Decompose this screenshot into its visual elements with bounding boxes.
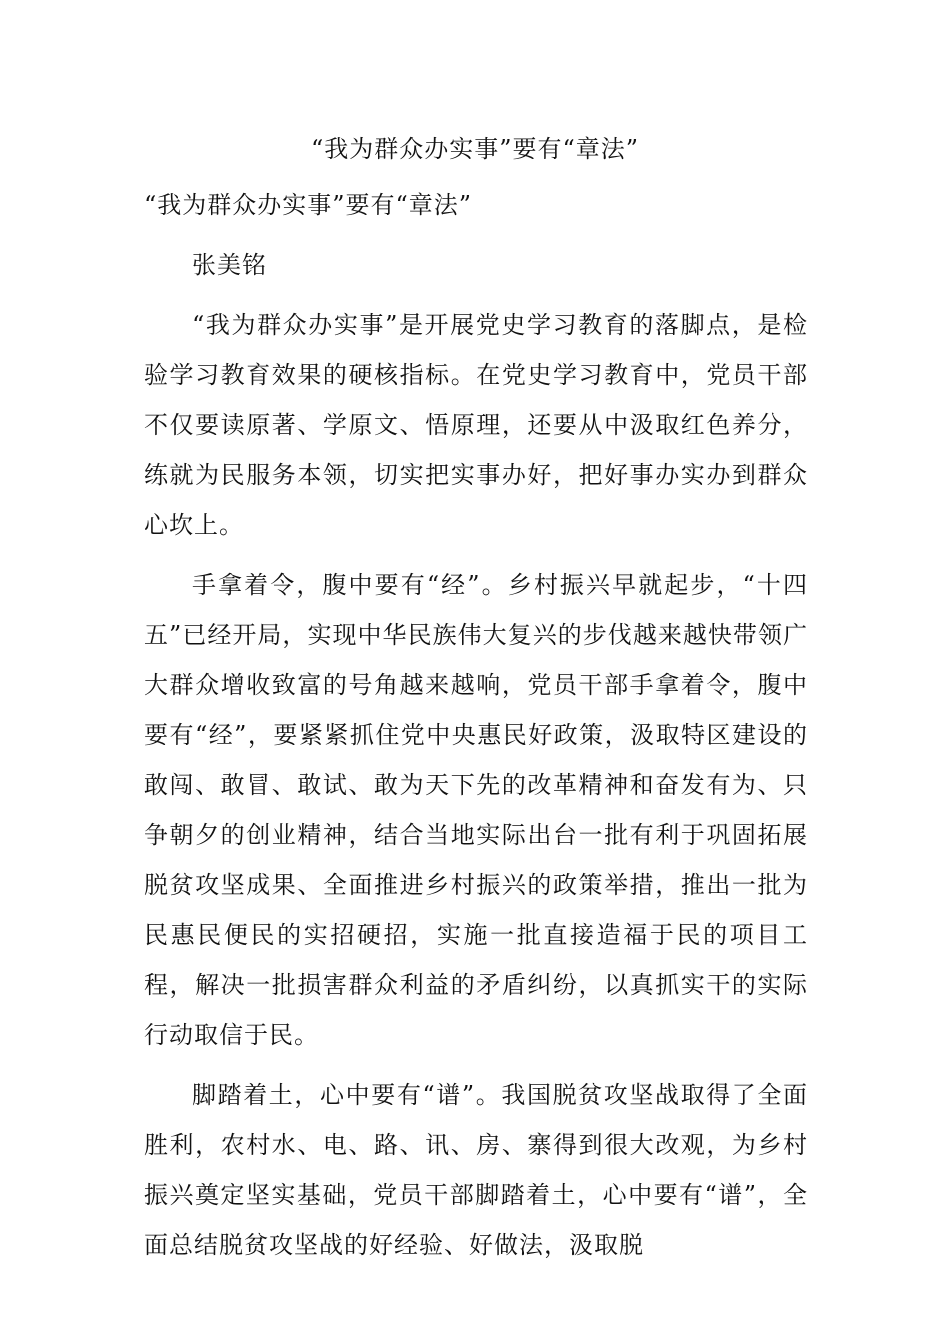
body-paragraph: 脚踏着土，心中要有“谱”。我国脱贫攻坚战取得了全面胜利，农村水、电、路、讯、房、寨得到很大改观，为乡村振兴奠定坚实基础，党员干部脚踏着土，心中要有“谱”，全面总结脱贫攻坚战的好经验、好做法，汲取脱 — [144, 1081, 808, 1259]
document-body — [144, 180, 808, 1270]
document-subtitle: “我为群众办实事”要有“章法” — [144, 191, 473, 219]
document-title: “我为群众办实事”要有“章法” — [310, 135, 640, 163]
author-name: 张美铭 — [192, 251, 267, 279]
body-paragraph: “我为群众办实事”是开展党史学习教育的落脚点，是检验学习教育效果的硬核指标。在党史学习教育中，党员干部不仅要读原著、学原文、悟原理，还要从中汲取红色养分，练就为民服务本领，切实把实事办好，把好事办实办到群众心坎上。 — [144, 311, 808, 539]
body-paragraph: 手拿着令，腹中要有“经”。乡村振兴早就起步，“十四五”已经开局，实现中华民族伟大复兴的步伐越来越快带领广大群众增收致富的号角越来越响，党员干部手拿着令，腹中要有“经”，要紧紧抓住党中央惠民好政策，汲取特区建设的敢闯、敢冒、敢试、敢为天下先的改革精神和奋发有为、只争朝夕的创业精神，结合当地实际出台一批有利于巩固拓展脱贫攻坚成果、全面推进乡村振兴的政策举措，推出一批为民惠民便民的实招硬招，实施一批直接造福于民的项目工程，解决一批损害群众利益的矛盾纠纷，以真抓实干的实际行动取信于民。 — [144, 571, 808, 1049]
